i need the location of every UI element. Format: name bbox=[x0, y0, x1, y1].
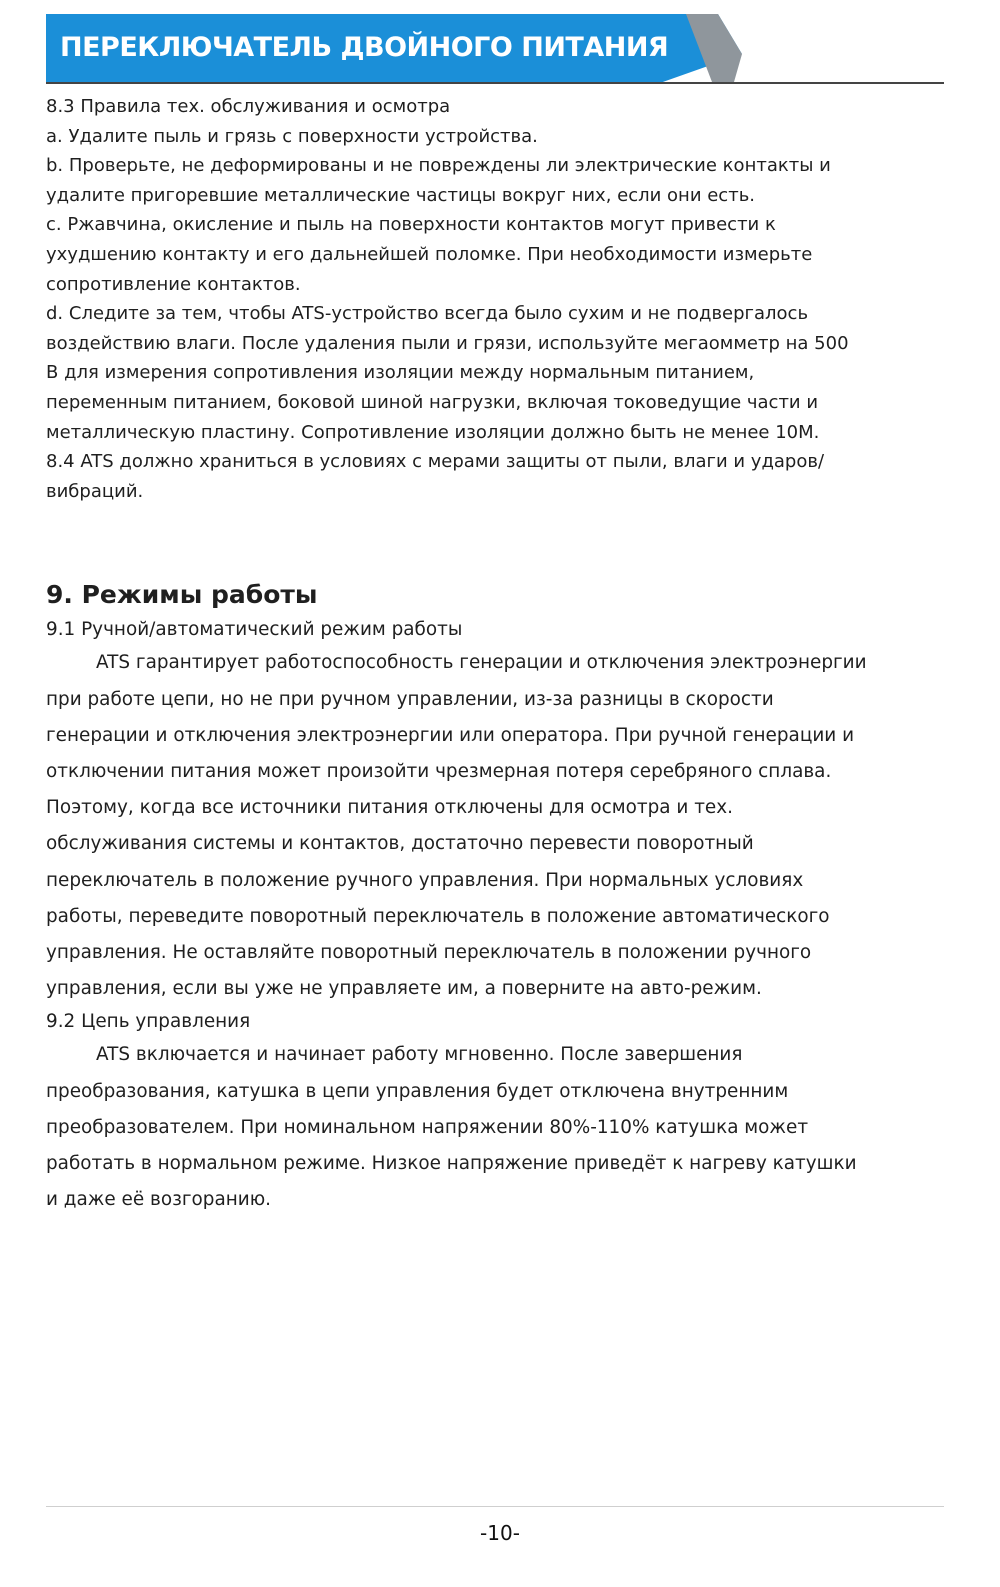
text-line: управления. Не оставляйте поворотный переключатель в положении ручного bbox=[46, 941, 812, 963]
document-title: ПЕРЕКЛЮЧАТЕЛЬ ДВОЙНОГО ПИТАНИЯ bbox=[60, 32, 669, 63]
text-line: обслуживания системы и контактов, достаточно перевести поворотный bbox=[46, 833, 754, 855]
text-line: ATS включается и начинает работу мгновенно. После завершения bbox=[96, 1044, 743, 1066]
text-line: a. Удалите пыль и грязь с поверхности устройства. bbox=[46, 125, 538, 147]
text-line: работать в нормальном режиме. Низкое напряжение приведёт к нагреву катушки bbox=[46, 1152, 857, 1174]
text-line: переменным питанием, боковой шиной нагрузки, включая токоведущие части и bbox=[46, 391, 819, 413]
subsection-9-1-text bbox=[46, 645, 956, 1007]
section-8-text bbox=[46, 92, 956, 506]
subsection-9-2-text bbox=[46, 1037, 956, 1218]
text-line: d. Следите за тем, чтобы ATS-устройство всегда было сухим и не подвергалось bbox=[46, 303, 809, 325]
page-content bbox=[46, 92, 956, 1218]
subsection-9-2-heading: 9.2 Цепь управления bbox=[46, 1011, 251, 1033]
text-line: и даже её возгоранию. bbox=[46, 1189, 272, 1211]
text-line: работы, переведите поворотный переключатель в положение автоматического bbox=[46, 905, 830, 927]
text-line: генерации и отключения электроэнергии или оператора. При ручной генерации и bbox=[46, 724, 855, 746]
text-line: воздействию влаги. После удаления пыли и грязи, используйте мегаомметр на 500 bbox=[46, 332, 849, 354]
footer-divider bbox=[46, 1506, 944, 1507]
section-9-title: 9. Режимы работы bbox=[46, 580, 318, 610]
text-line: ухудшению контакту и его дальнейшей поломке. При необходимости измерьте bbox=[46, 243, 813, 265]
text-line: b. Проверьте, не деформированы и не повреждены ли электрические контакты и bbox=[46, 155, 831, 177]
text-line: ATS гарантирует работоспособность генерации и отключения электроэнергии bbox=[96, 652, 867, 674]
text-line: вибраций. bbox=[46, 480, 144, 502]
subsection-9-1-heading: 9.1 Ручной/автоматический режим работы bbox=[46, 619, 463, 641]
text-line: c. Ржавчина, окисление и пыль на поверхности контактов могут привести к bbox=[46, 214, 776, 236]
header-banner bbox=[46, 14, 946, 86]
page-number: -10- bbox=[480, 1521, 520, 1545]
text-line: преобразования, катушка в цепи управления будет отключена внутренним bbox=[46, 1080, 789, 1102]
text-line: при работе цепи, но не при ручном управлении, из-за разницы в скорости bbox=[46, 688, 774, 710]
text-line: отключении питания может произойти чрезмерная потеря серебряного сплава. bbox=[46, 760, 832, 782]
text-line: В для измерения сопротивления изоляции между нормальным питанием, bbox=[46, 362, 755, 384]
text-line: 8.4 ATS должно храниться в условиях с мерами защиты от пыли, влаги и ударов/ bbox=[46, 451, 825, 473]
text-line: Поэтому, когда все источники питания отключены для осмотра и тех. bbox=[46, 797, 733, 819]
text-line: преобразователем. При номинальном напряжении 80%-110% катушка может bbox=[46, 1116, 809, 1138]
header-rule bbox=[46, 82, 944, 84]
text-line: удалите пригоревшие металлические частицы вокруг них, если они есть. bbox=[46, 184, 756, 206]
text-line: сопротивление контактов. bbox=[46, 273, 301, 295]
text-line: металлическую пластину. Сопротивление изоляции должно быть не менее 10М. bbox=[46, 421, 820, 443]
text-line: управления, если вы уже не управляете им, а поверните на авто-режим. bbox=[46, 978, 762, 1000]
text-line: 8.3 Правила тех. обслуживания и осмотра bbox=[46, 96, 451, 117]
text-line: переключатель в положение ручного управления. При нормальных условиях bbox=[46, 869, 804, 891]
